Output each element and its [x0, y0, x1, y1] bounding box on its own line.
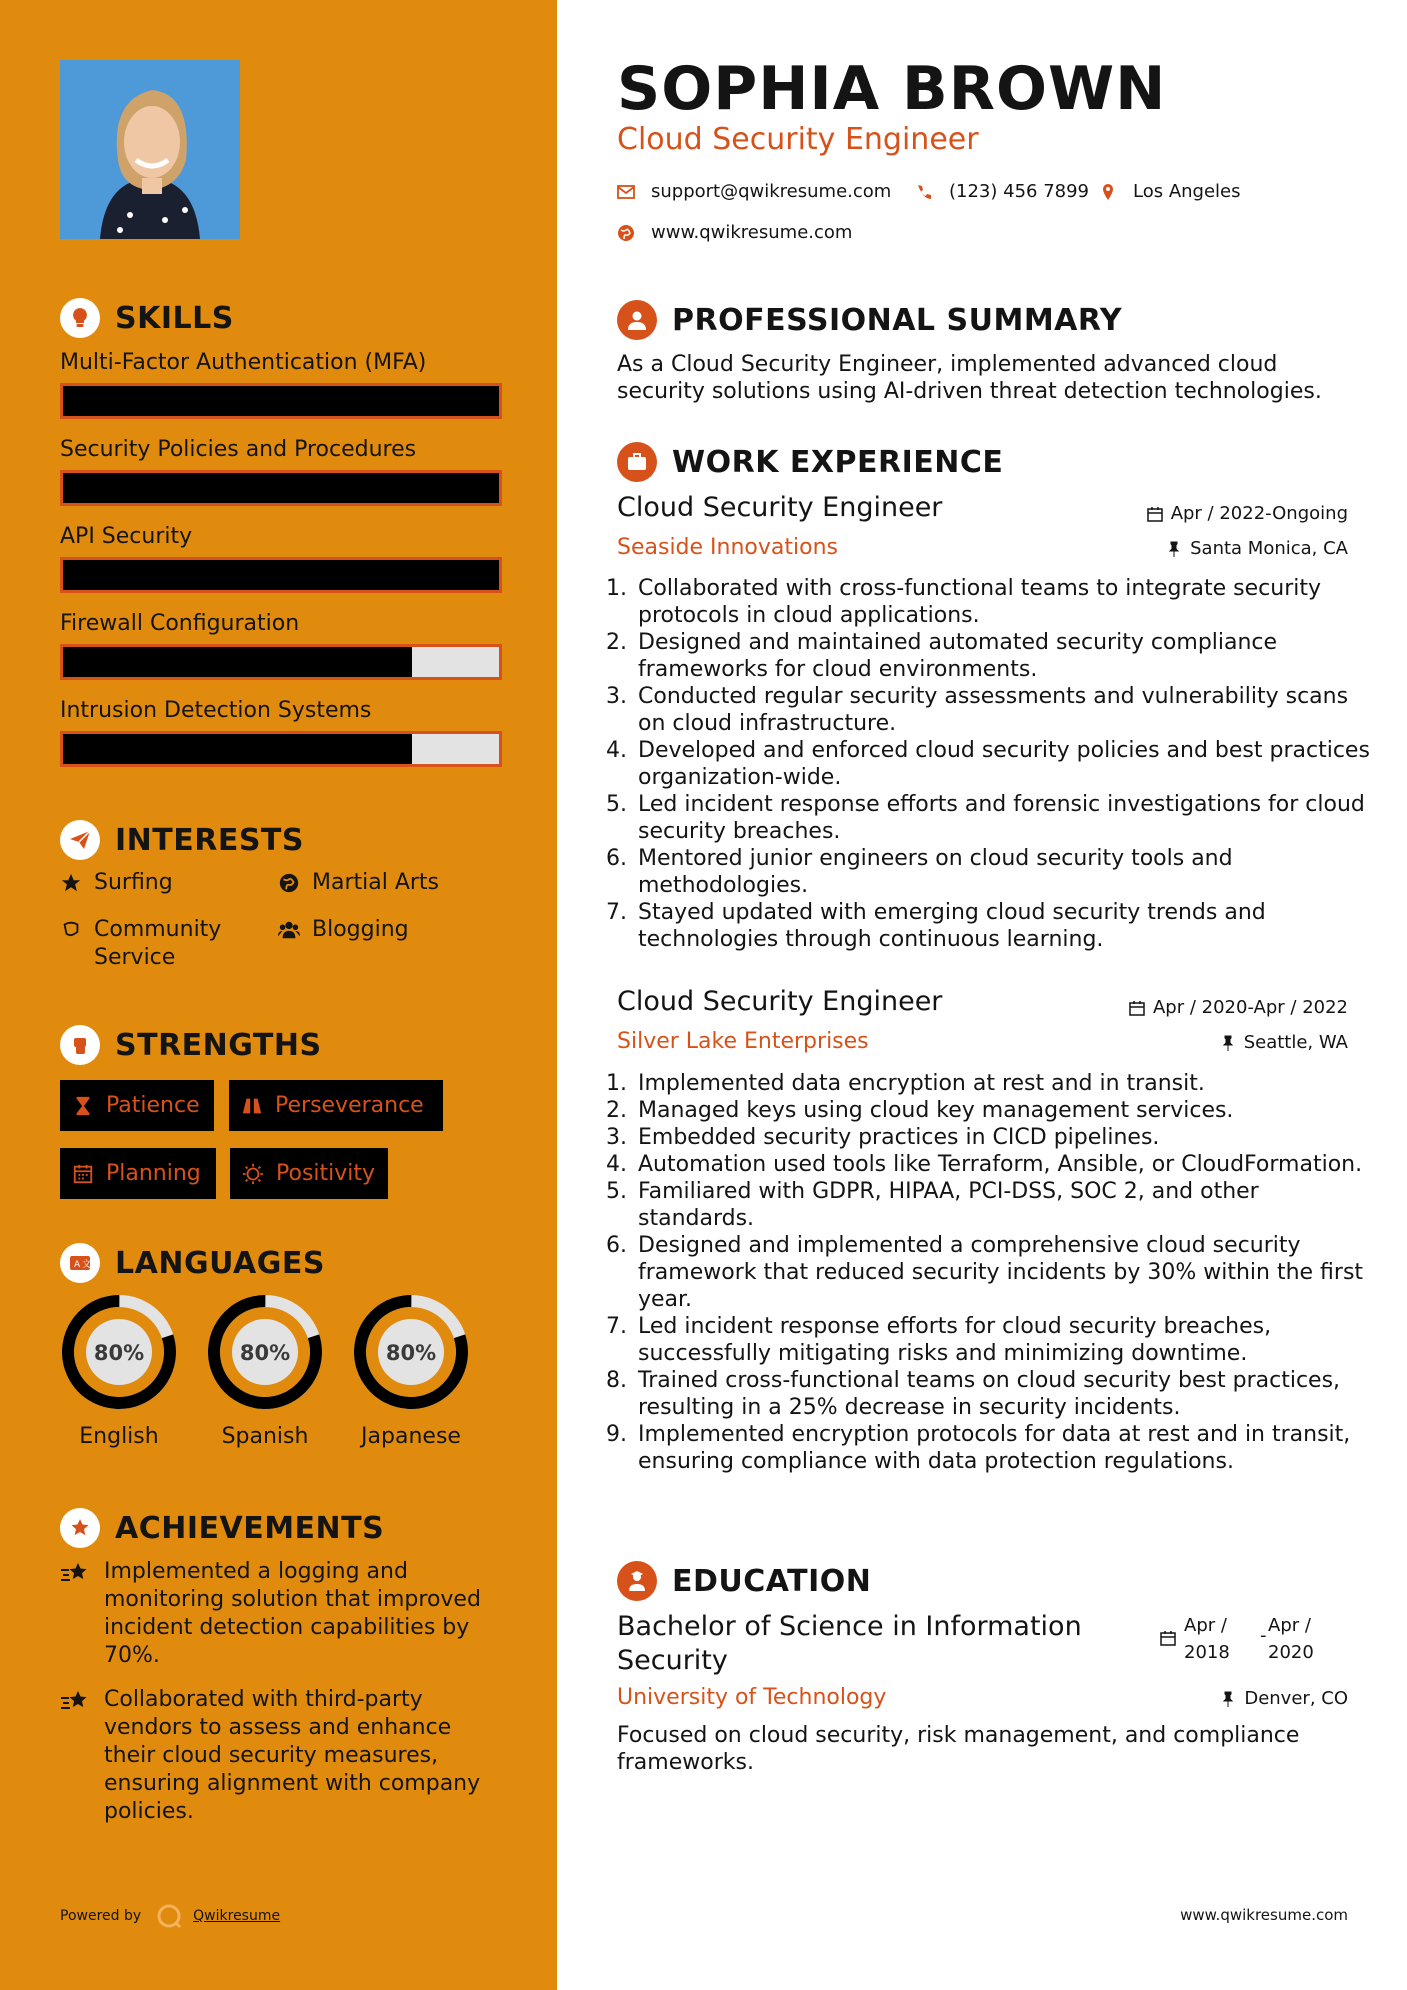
job-bullet: 2. Designed and maintained automated security compliance frameworks for cloud environments. — [634, 629, 1374, 683]
email-text[interactable]: support@qwikresume.com — [651, 181, 892, 202]
job-bullet: 5. Led incident response efforts and forensic investigations for cloud security breaches. — [634, 791, 1374, 845]
pushpin-icon — [1220, 1691, 1236, 1707]
job-bullet: 3. Embedded security practices in CICD pipelines. — [634, 1124, 1374, 1151]
binoculars-icon — [241, 1095, 263, 1117]
job-bullet: 2. Managed keys using cloud key management services. — [634, 1097, 1374, 1124]
summary-title: PROFESSIONAL SUMMARY — [672, 302, 1123, 338]
interest-item — [278, 916, 478, 944]
languages-title: LANGUAGES — [115, 1245, 325, 1281]
user-icon — [617, 300, 657, 340]
job-location — [1166, 538, 1348, 559]
globe-icon — [278, 872, 300, 894]
job-bullet: 4. Automation used tools like Terraform, Ansible, or CloudFormation. — [634, 1151, 1374, 1178]
skill-bar-fill — [63, 473, 499, 503]
interest-label: Surfing — [94, 870, 173, 895]
job-bullet: 9. Implemented encryption protocols for data at rest and in transit, ensuring compliance with data protection regulations. — [634, 1421, 1374, 1475]
strength-label: Positivity — [276, 1161, 376, 1186]
skills-heading — [60, 298, 234, 338]
language-item — [59, 1292, 179, 1449]
powered-by-label: Powered by — [60, 1908, 142, 1924]
contact-website — [617, 222, 852, 243]
education-start: Apr / 2018 — [1184, 1615, 1230, 1663]
job-bullets — [612, 1070, 1374, 1475]
education-location-text: Denver, CO — [1244, 1688, 1348, 1709]
location-text: Los Angeles — [1133, 181, 1241, 202]
education-end: Apr / 2020 — [1268, 1615, 1314, 1663]
achievements-heading — [60, 1508, 384, 1548]
strength-label: Planning — [106, 1161, 201, 1186]
sun-icon — [242, 1163, 264, 1185]
phone-text: (123) 456 7899 — [949, 181, 1090, 202]
skill-label: Security Policies and Procedures — [60, 437, 417, 462]
job-bullet: 6. Designed and implemented a comprehensive cloud security framework that reduced security incidents by 30% within the first year. — [634, 1232, 1374, 1313]
language-ring — [59, 1292, 179, 1412]
candidate-role: Cloud Security Engineer — [617, 122, 979, 157]
strength-badge — [60, 1148, 216, 1199]
contact-email — [617, 181, 891, 202]
language-name: English — [79, 1424, 159, 1449]
job-bullet: 1. Collaborated with cross-functional teams to integrate security protocols in cloud applications. — [634, 575, 1374, 629]
skill-item — [60, 349, 502, 419]
interest-item — [60, 869, 260, 897]
education-location — [1220, 1688, 1348, 1709]
hand-icon — [60, 919, 82, 941]
experience-heading — [617, 442, 1003, 482]
language-name: Spanish — [221, 1424, 309, 1449]
language-ring — [351, 1292, 471, 1412]
globe-icon — [617, 224, 635, 242]
job-title: Cloud Security Engineer — [617, 492, 943, 523]
sidebar — [0, 0, 557, 1990]
education-dash: - — [1260, 1625, 1267, 1646]
skill-bar — [60, 383, 502, 419]
skill-item — [60, 610, 502, 680]
degree-title: Bachelor of Science in Information Security — [617, 1611, 1082, 1676]
company-name: Silver Lake Enterprises — [617, 1029, 869, 1054]
skill-label: Firewall Configuration — [60, 611, 300, 636]
job-bullet: 7. Stayed updated with emerging cloud security trends and technologies through continuous learning. — [634, 899, 1374, 953]
users-icon — [278, 919, 300, 941]
shooting-star-icon — [60, 1560, 90, 1586]
interests-heading — [60, 820, 304, 860]
language-icon — [60, 1243, 100, 1283]
skill-bar-fill — [63, 734, 412, 764]
pushpin-icon — [1220, 1035, 1236, 1051]
calendar-icon — [1147, 506, 1163, 522]
interest-label: Martial Arts — [312, 870, 440, 895]
skill-bar-fill — [63, 560, 499, 590]
svg-text:A: A — [74, 1260, 81, 1270]
phone-icon — [915, 183, 933, 201]
skill-label: Intrusion Detection Systems — [60, 698, 372, 723]
education-title: EDUCATION — [672, 1563, 872, 1599]
school-name: University of Technology — [617, 1685, 887, 1710]
strength-badge — [60, 1080, 214, 1131]
interest-item — [60, 916, 250, 972]
interest-label: Community Service — [94, 917, 222, 970]
strength-badge — [230, 1148, 388, 1199]
briefcase-icon — [617, 442, 657, 482]
job-title: Cloud Security Engineer — [617, 986, 943, 1017]
skill-bar-fill — [63, 647, 412, 677]
qwikresume-logo-icon — [155, 1902, 183, 1930]
language-name: Japanese — [361, 1424, 461, 1449]
shooting-star-icon — [60, 1688, 90, 1714]
skill-item — [60, 697, 502, 767]
job-dates-text: Apr / 2022-Ongoing — [1170, 503, 1348, 524]
qwikresume-link[interactable]: Qwikresume — [193, 1908, 281, 1924]
calendar-icon — [72, 1163, 94, 1185]
powered-by — [60, 1902, 280, 1930]
contact-phone — [915, 181, 1089, 202]
achievement-item — [60, 1558, 500, 1670]
skill-item — [60, 436, 502, 506]
summary-text: As a Cloud Security Engineer, implemented advanced cloud security solutions using AI-driven threat detection technologies. — [617, 352, 1322, 404]
job-bullet: 5. Familiared with GDPR, HIPAA, PCI-DSS, SOC 2, and other standards. — [634, 1178, 1374, 1232]
job-location-text: Santa Monica, CA — [1190, 538, 1348, 559]
fist-icon — [60, 1025, 100, 1065]
skill-label: Multi-Factor Authentication (MFA) — [60, 350, 427, 375]
job-bullet: 3. Conducted regular security assessments and vulnerability scans on cloud infrastructure. — [634, 683, 1374, 737]
company-name: Seaside Innovations — [617, 535, 838, 560]
footer-url[interactable]: www.qwikresume.com — [1180, 1906, 1348, 1924]
skills-title: SKILLS — [115, 300, 234, 336]
job-bullet: 1. Implemented data encryption at rest and in transit. — [634, 1070, 1374, 1097]
summary-heading — [617, 300, 1122, 340]
skill-bar-fill — [63, 386, 499, 416]
calendar-icon — [1129, 1000, 1145, 1016]
interest-label: Blogging — [312, 917, 409, 942]
graduation-icon — [617, 1561, 657, 1601]
languages-heading — [60, 1243, 325, 1283]
skill-bar — [60, 557, 502, 593]
skill-label: API Security — [60, 524, 193, 549]
job-bullets — [612, 575, 1374, 953]
skill-item — [60, 523, 502, 593]
job-dates — [1129, 997, 1348, 1018]
job-bullet: 6. Mentored junior engineers on cloud security tools and methodologies. — [634, 845, 1374, 899]
strength-badge — [229, 1080, 443, 1131]
language-ring — [205, 1292, 325, 1412]
strength-label: Patience — [106, 1093, 200, 1118]
website-text[interactable]: www.qwikresume.com — [651, 222, 853, 243]
hourglass-icon — [72, 1095, 94, 1117]
profile-photo — [60, 60, 240, 239]
skill-bar — [60, 470, 502, 506]
interest-item — [278, 869, 498, 897]
language-item — [205, 1292, 325, 1449]
job-dates — [1147, 503, 1348, 524]
achievements-title: ACHIEVEMENTS — [115, 1510, 385, 1546]
skill-bar — [60, 644, 502, 680]
contact-location — [1099, 181, 1241, 202]
achievement-item — [60, 1686, 500, 1826]
experience-title: WORK EXPERIENCE — [672, 444, 1004, 480]
job-bullet: 8. Trained cross-functional teams on cloud security best practices, resulting in a 25% decrease in security incidents. — [634, 1367, 1374, 1421]
strengths-heading — [60, 1025, 322, 1065]
achievement-text: Collaborated with third-party vendors to assess and enhance their cloud security measures, ensuring alignment with company policies. — [104, 1687, 481, 1824]
envelope-icon — [617, 183, 635, 201]
education-description: Focused on cloud security, risk management, and compliance frameworks. — [617, 1723, 1300, 1775]
map-pin-icon — [1099, 183, 1117, 201]
job-dates-text: Apr / 2020-Apr / 2022 — [1152, 997, 1348, 1018]
star-icon — [60, 872, 82, 894]
language-percent: 80% — [93, 1341, 145, 1365]
education-heading — [617, 1561, 871, 1601]
svg-text:文: 文 — [82, 1260, 92, 1270]
lightbulb-icon — [60, 298, 100, 338]
job-bullet: 7. Led incident response efforts for cloud security breaches, successfully mitigating risks and minimizing downtime. — [634, 1313, 1374, 1367]
paper-plane-icon — [60, 820, 100, 860]
language-percent: 80% — [385, 1341, 437, 1365]
candidate-name: SOPHIA BROWN — [617, 54, 1167, 124]
interests-title: INTERESTS — [115, 822, 304, 858]
calendar-icon — [1160, 1630, 1176, 1646]
achievement-text: Implemented a logging and monitoring solution that improved incident detection capabilities by 70%. — [104, 1559, 481, 1668]
language-item — [351, 1292, 471, 1449]
trophy-star-icon — [60, 1508, 100, 1548]
job-location-text: Seattle, WA — [1243, 1032, 1348, 1053]
strengths-title: STRENGTHS — [115, 1027, 322, 1063]
language-percent: 80% — [239, 1341, 291, 1365]
job-location — [1220, 1032, 1348, 1053]
job-bullet: 4. Developed and enforced cloud security policies and best practices organization-wide. — [634, 737, 1374, 791]
pushpin-icon — [1166, 541, 1182, 557]
skill-bar — [60, 731, 502, 767]
strength-label: Perseverance — [275, 1093, 424, 1118]
